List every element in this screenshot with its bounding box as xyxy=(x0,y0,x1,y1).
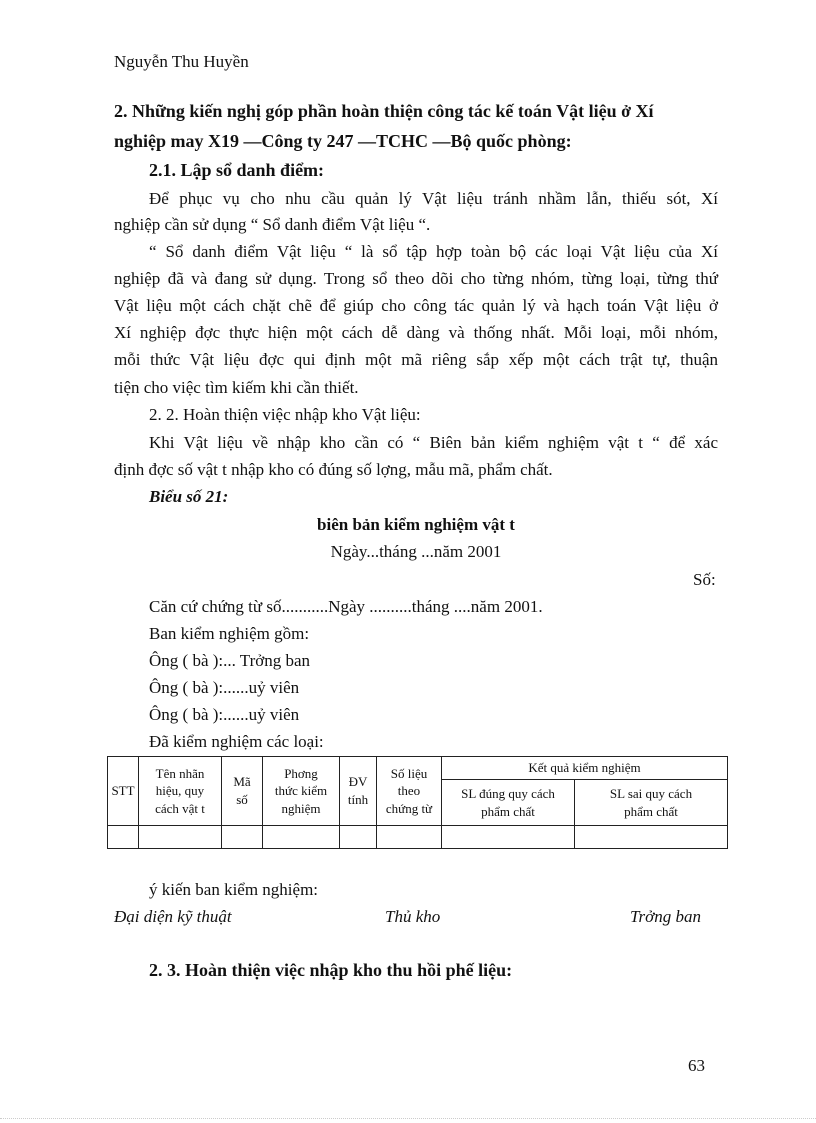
table-cell xyxy=(222,826,263,849)
header-method: Phơng thức kiểm nghiệm xyxy=(263,757,340,826)
table-cell xyxy=(377,826,442,849)
form-checked-line: Đã kiểm nghiệm các loại: xyxy=(149,732,324,751)
header-unit: ĐV tính xyxy=(340,757,377,826)
form-label: Biểu số 21: xyxy=(149,487,229,506)
header-result: Kết quả kiểm nghiệm xyxy=(442,757,728,780)
table-cell xyxy=(263,826,340,849)
subsection-2-1-heading: 2.1. Lập sổ danh điểm: xyxy=(149,160,325,180)
subsection-2-2-heading: 2. 2. Hoàn thiện việc nhập kho Vật liệu: xyxy=(149,405,421,424)
signature-board-head: Trởng ban xyxy=(630,907,701,926)
form-member: Ông ( bà ):......uỷ viên xyxy=(149,705,300,724)
table-cell xyxy=(340,826,377,849)
header-qty-ok: SL đúng quy cách phẩm chất xyxy=(442,780,575,826)
signature-storekeeper: Thủ kho xyxy=(385,907,441,926)
paragraph-line: tiện cho việc tìm kiếm khi cần thiết. xyxy=(114,378,359,397)
table-cell xyxy=(108,826,139,849)
form-member-head: Ông ( bà ):... Trởng ban xyxy=(149,651,311,670)
paragraph-line: Khi Vật liệu về nhập kho cần có “ Biên bản kiểm nghiệm vật t “ để xác xyxy=(149,433,718,452)
header-qty-bad: SL sai quy cách phẩm chất xyxy=(575,780,728,826)
paragraph-line: Để phục vụ cho nhu cầu quản lý Vật liệu tránh nhầm lẫn, thiếu sót, Xí xyxy=(149,189,718,208)
signature-technician: Đại diện kỹ thuật xyxy=(114,907,232,926)
header-item-name: Tên nhãn hiệu, quy cách vật t xyxy=(139,757,222,826)
paragraph-line: Xí nghiệp đợc thực hiện một cách dễ dàng và thống nhất. Mỗi loại, mỗi nhóm, xyxy=(114,323,718,342)
page-number: 63 xyxy=(688,1056,705,1075)
table-cell xyxy=(139,826,222,849)
opinion-line: ý kiến ban kiểm nghiệm: xyxy=(149,880,319,899)
section-title-line2: nghiệp may X19 —Công ty 247 —TCHC —Bộ quốc phòng: xyxy=(114,131,572,151)
header-stt: STT xyxy=(108,757,139,826)
table-cell xyxy=(442,826,575,849)
table-row xyxy=(108,826,728,849)
paragraph-line: định đợc số vật t nhập kho có đúng số lợng, mẫu mã, phẩm chất. xyxy=(114,460,553,479)
form-board-line: Ban kiểm nghiệm gồm: xyxy=(149,624,310,643)
header-document-qty: Số liệu theo chứng từ xyxy=(377,757,442,826)
form-number-label: Số: xyxy=(693,570,716,589)
paragraph-line: Vật liệu một cách chặt chẽ để giúp cho công tác quản lý và hạch toán Vật liệu ở xyxy=(114,296,718,315)
paragraph-line: “ Sổ danh điểm Vật liệu “ là sổ tập hợp toàn bộ các loại Vật liệu của Xí xyxy=(149,242,718,261)
header-code: Mã số xyxy=(222,757,263,826)
paragraph-line: mỗi thức Vật liệu đợc qui định một mã riêng sắp xếp một cách trật tự, thuận xyxy=(114,350,718,369)
inspection-table xyxy=(107,756,728,849)
form-date: Ngày...tháng ...năm 2001 xyxy=(330,542,502,561)
form-title: biên bản kiểm nghiệm vật t xyxy=(317,515,515,534)
paragraph-line: nghiệp cần sử dụng “ Sổ danh điểm Vật liệu “. xyxy=(114,215,431,234)
form-basis-line: Căn cứ chứng từ số...........Ngày ..........tháng ....năm 2001. xyxy=(149,597,543,616)
section-title-line1: 2. Những kiến nghị góp phần hoàn thiện công tác kế toán Vật liệu ở Xí xyxy=(114,101,654,121)
author-header: Nguyễn Thu Huyền xyxy=(114,52,249,71)
subsection-2-3-heading: 2. 3. Hoàn thiện việc nhập kho thu hồi phế liệu: xyxy=(149,960,513,980)
table-cell xyxy=(575,826,728,849)
form-member: Ông ( bà ):......uỷ viên xyxy=(149,678,300,697)
page-bottom-divider xyxy=(0,1118,816,1119)
paragraph-line: nghiệp đã và đang sử dụng. Trong sổ theo dõi cho từng nhóm, từng loại, từng thứ xyxy=(114,269,718,288)
